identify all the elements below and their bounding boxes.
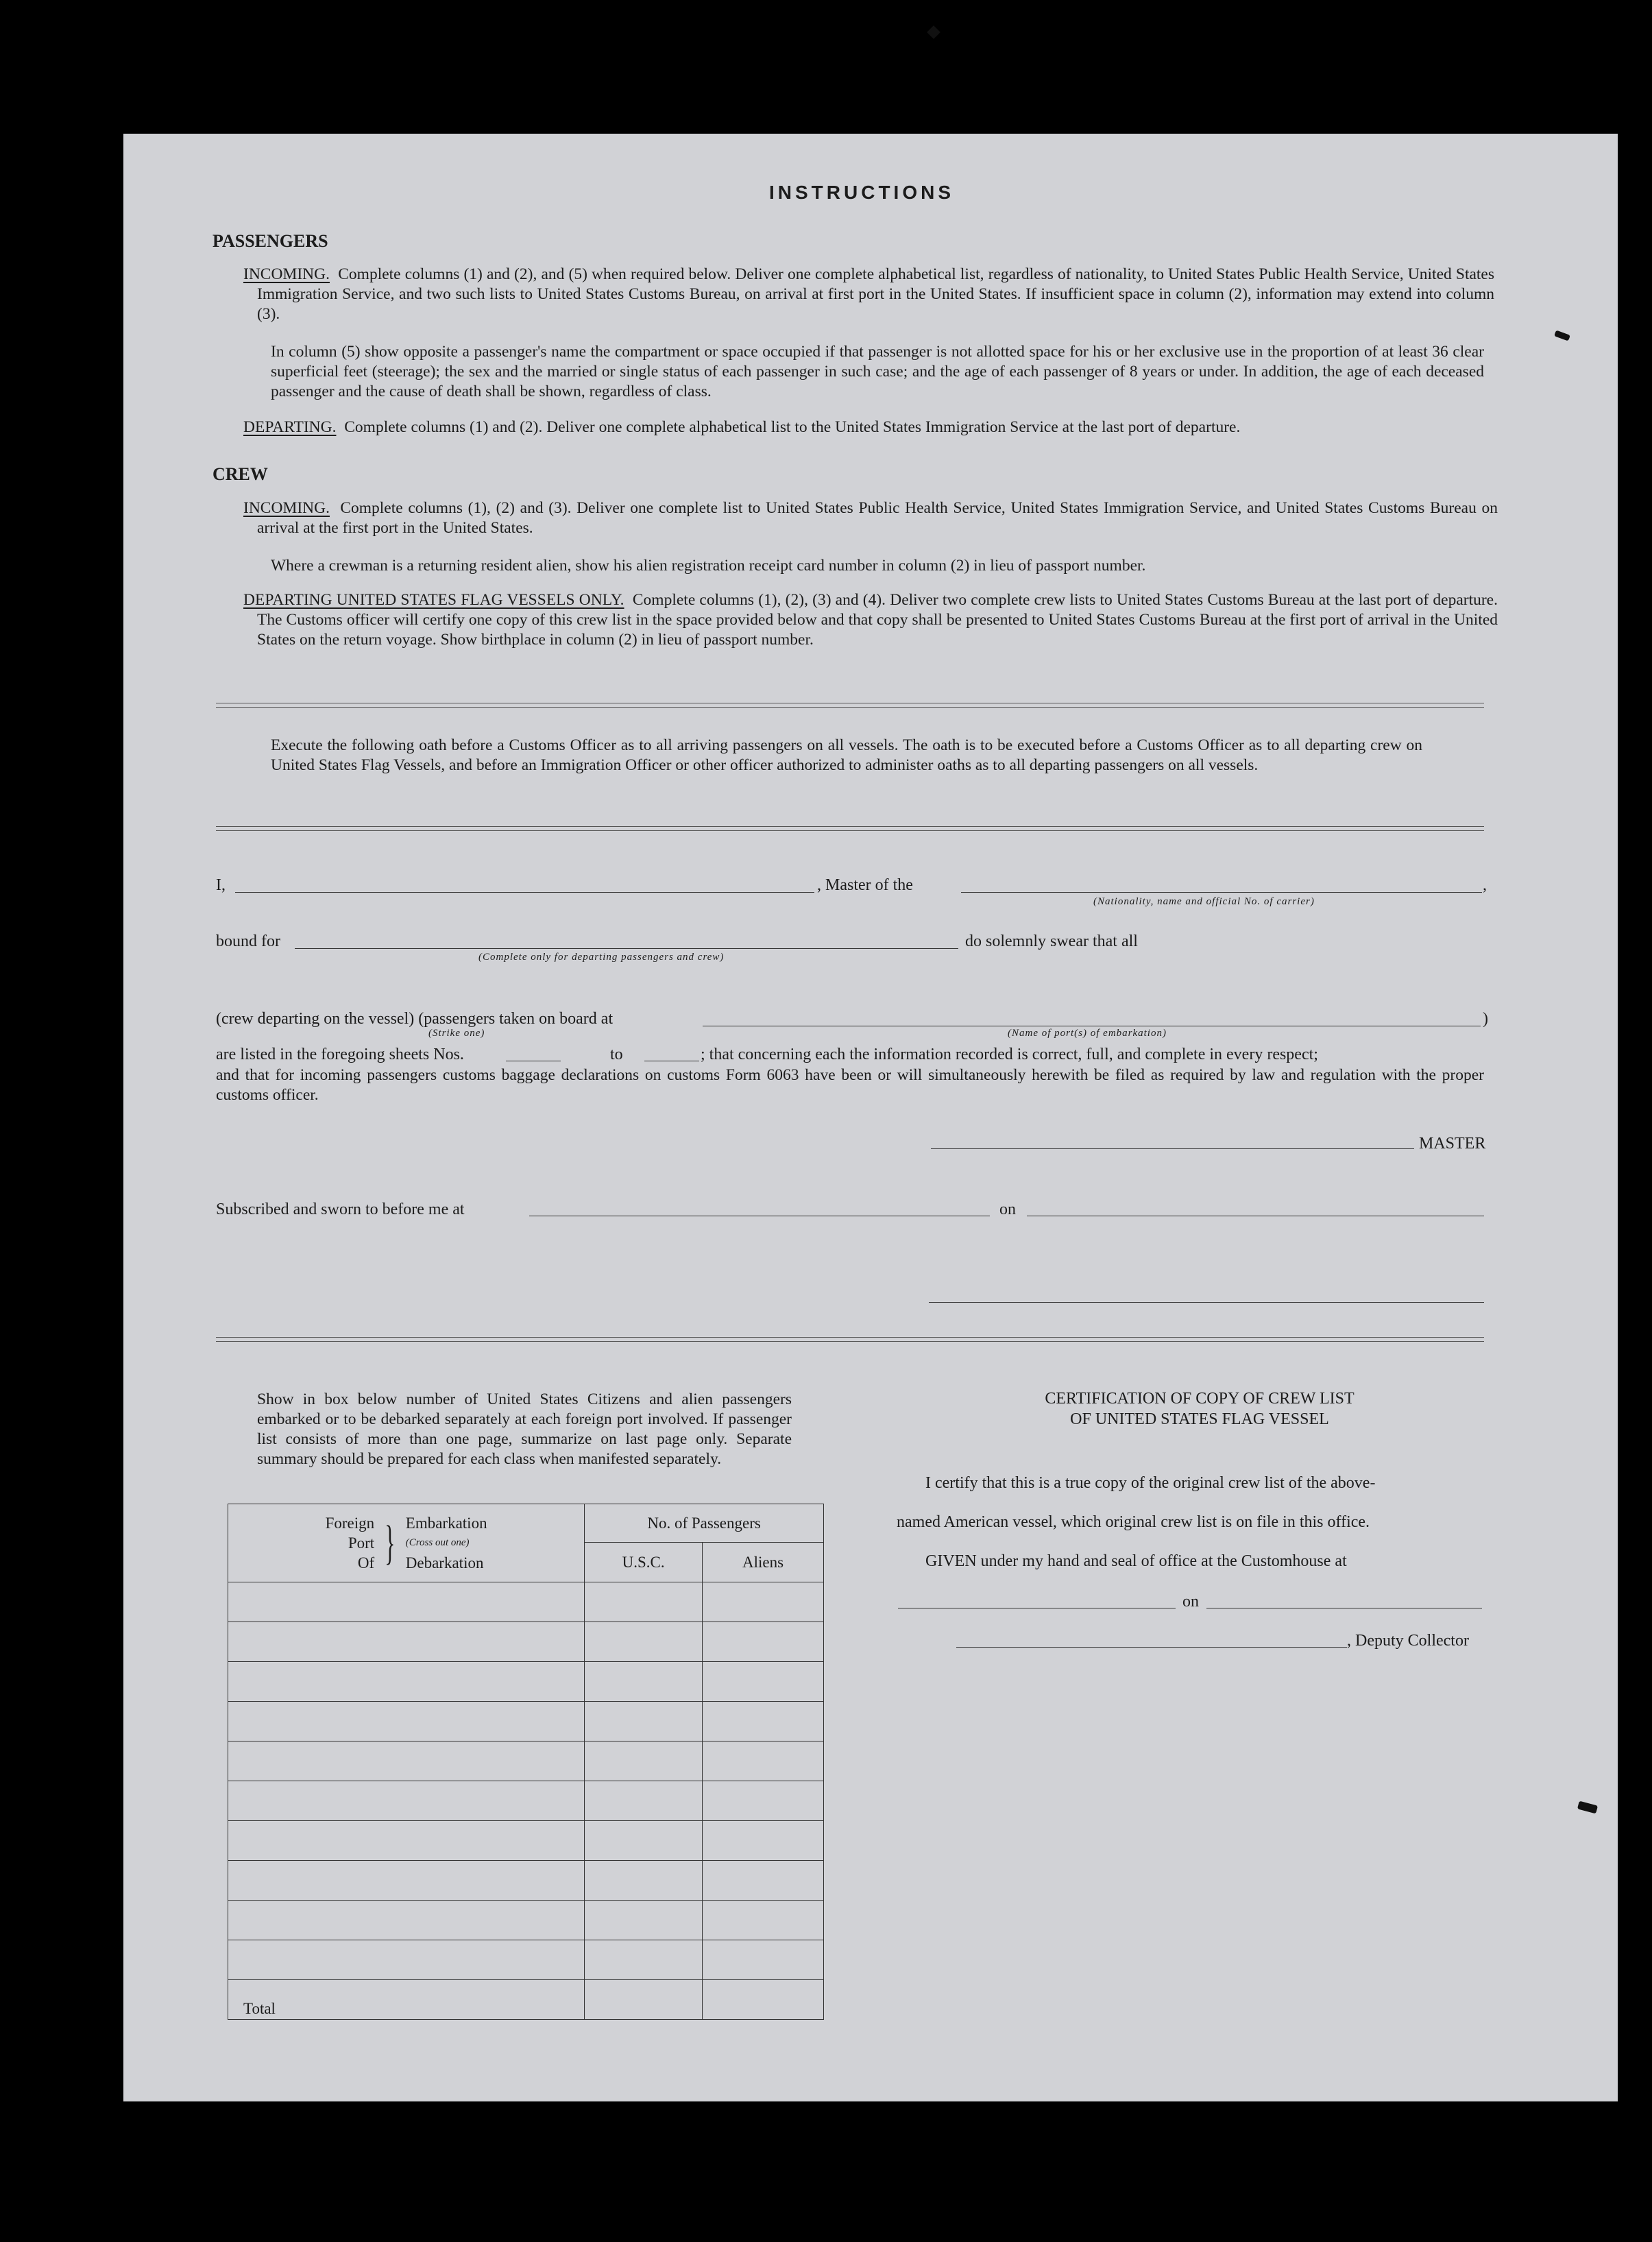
table-row — [228, 1741, 824, 1781]
passengers-incoming-text: Complete columns (1) and (2), and (5) when required below. Deliver one complete alphabetical list, regardless of nationality, to United States Public Health Service, United States Immigration Service, and two such lists to United States Customs Bureau, on arrival at first port in the United States. If insufficient space in column (2), information may extend into column (3). — [257, 265, 1495, 323]
sworn-on-label: on — [999, 1201, 1016, 1218]
oath-comma: , — [1483, 876, 1487, 894]
carrier-hint: (Nationality, name and official No. of carrier) — [1093, 896, 1315, 907]
oath-close-paren: ) — [1483, 1010, 1488, 1028]
passengers-heading: PASSENGERS — [212, 231, 328, 251]
port-cell[interactable] — [228, 1582, 585, 1622]
aliens-cell[interactable] — [703, 1622, 824, 1662]
aliens-cell[interactable] — [703, 1582, 824, 1622]
passenger-summary-table — [228, 1504, 824, 2020]
crew-departing-text: Complete columns (1), (2), (3) and (4). Deliver two complete crew lists to United States Customs Bureau at the last port of departure. The Customs officer will certify one copy of this crew list in the space provided below and that copy shall be presented to United States Customs Bureau at the first port of arrival in the United States on the return voyage. Show birthplace in column (2) in lieu of passport number. — [257, 591, 1498, 649]
passengers-departing-paragraph — [243, 418, 1484, 437]
strike-one-hint: (Strike one) — [428, 1028, 485, 1039]
crew-incoming-text: Complete columns (1), (2) and (3). Deliver one complete list to United States Public Health Service, United States Immigration Service, and United States Customs Bureau on arrival at the first port in the United States. — [257, 499, 1498, 537]
crew-resident-paragraph: Where a crewman is a returning resident alien, show his alien registration receipt card number in column (2) in lieu of passport number. — [271, 557, 1146, 575]
officer-signature-field[interactable] — [929, 1302, 1484, 1303]
port-cell[interactable] — [228, 1622, 585, 1662]
bound-for-hint: (Complete only for departing passengers and crew) — [478, 952, 725, 963]
certification-title-line1: CERTIFICATION OF COPY OF CREW LIST — [1045, 1390, 1355, 1408]
summary-instruction: Show in box below number of United States Citizens and alien passengers embarked or to be debarked separately at each foreign port involved. If passenger list consists of more than one page, summarize on last page only. Separate summary should be prepared for each class when manifested separately. — [257, 1390, 792, 1468]
table-row — [228, 1662, 824, 1702]
col-foreign: Foreign — [325, 1515, 375, 1532]
deputy-signature-field[interactable] — [956, 1647, 1347, 1648]
col-cross-out: (Cross out one) — [405, 1537, 470, 1548]
master-of-label: , Master of the — [817, 876, 913, 894]
no-of-passengers-header: No. of Passengers — [585, 1504, 824, 1543]
table-row — [228, 1821, 824, 1861]
aliens-header: Aliens — [703, 1543, 824, 1582]
crew-departing-label: (crew departing on the vessel) (passengers taken on board at — [216, 1010, 614, 1028]
usc-cell[interactable] — [585, 1741, 703, 1781]
table-row — [228, 1940, 824, 1980]
certification-text1: I certify that this is a true copy of the original crew list of the above- — [925, 1474, 1376, 1492]
table-row — [228, 1861, 824, 1901]
table-row — [228, 1622, 824, 1662]
usc-cell[interactable] — [585, 1940, 703, 1980]
usc-cell[interactable] — [585, 1901, 703, 1940]
certification-title-line2: OF UNITED STATES FLAG VESSEL — [1070, 1410, 1329, 1428]
port-cell[interactable] — [228, 1821, 585, 1861]
port-cell[interactable] — [228, 1702, 585, 1741]
section-divider — [216, 703, 1484, 708]
swear-text: do solemnly swear that all — [965, 932, 1138, 950]
listed-label: are listed in the foregoing sheets Nos. — [216, 1046, 464, 1063]
certification-text3: GIVEN under my hand and seal of office at the Customhouse at — [925, 1552, 1347, 1570]
col-of: Of — [357, 1554, 375, 1571]
carrier-field[interactable] — [961, 892, 1482, 893]
usc-cell[interactable] — [585, 1622, 703, 1662]
certification-on-label: on — [1182, 1593, 1199, 1611]
port-cell[interactable] — [228, 1662, 585, 1702]
aliens-cell[interactable] — [703, 1861, 824, 1901]
oath-instruction: Execute the following oath before a Customs Officer as to all arriving passengers on all vessels. The oath is to be executed before a Customs Officer as to all departing crew on United States Flag Vessels, and before an Immigration Officer or other officer authorized to administer oaths as to all departing passengers on all vessels. — [271, 736, 1422, 774]
passengers-incoming-label: INCOMING. — [243, 265, 330, 283]
aliens-cell[interactable] — [703, 1821, 824, 1861]
bound-for-label: bound for — [216, 932, 280, 950]
master-label: MASTER — [1419, 1135, 1486, 1153]
brace-icon: } — [385, 1516, 396, 1569]
port-header-cell — [228, 1504, 585, 1582]
usc-cell[interactable] — [585, 1582, 703, 1622]
aliens-cell[interactable] — [703, 1940, 824, 1980]
subscribed-label: Subscribed and sworn to before me at — [216, 1201, 465, 1218]
passengers-incoming-paragraph — [243, 265, 1494, 324]
col-debarkation: Debarkation — [405, 1554, 484, 1571]
table-row — [228, 1702, 824, 1741]
usc-cell[interactable] — [585, 1702, 703, 1741]
oath-i-label: I, — [216, 876, 226, 894]
usc-cell[interactable] — [585, 1662, 703, 1702]
aliens-cell[interactable] — [703, 1662, 824, 1702]
crew-departing-label: DEPARTING UNITED STATES FLAG VESSELS ONLY. — [243, 591, 624, 609]
crew-departing-paragraph — [243, 590, 1498, 650]
aliens-cell[interactable] — [703, 1702, 824, 1741]
master-signature-field[interactable] — [931, 1148, 1414, 1149]
page-title: INSTRUCTIONS — [769, 182, 954, 203]
crew-heading: CREW — [212, 464, 268, 484]
master-name-field[interactable] — [235, 892, 814, 893]
total-aliens-cell[interactable] — [703, 1980, 824, 2020]
section-divider — [216, 1337, 1484, 1342]
passengers-departing-text: Complete columns (1) and (2). Deliver one complete alphabetical list to the United States Immigration Service at the last port of departure. — [344, 418, 1241, 436]
usc-cell[interactable] — [585, 1861, 703, 1901]
passengers-column5-paragraph: In column (5) show opposite a passenger's name the compartment or space occupied if that passenger is not allotted space for his or her exclusive use in the proportion of at least 36 clear superficial feet (steerage); the sex and the married or single status of each passenger in such case; and the age of each passenger of 8 years or under. In addition, the age of each deceased passenger and the cause of death shall be shown, regardless of class. — [271, 343, 1484, 400]
ports-hint: (Name of port(s) of embarkation) — [1008, 1028, 1167, 1039]
section-divider — [216, 826, 1484, 831]
aliens-cell[interactable] — [703, 1901, 824, 1940]
usc-header: U.S.C. — [585, 1543, 703, 1582]
port-cell[interactable] — [228, 1861, 585, 1901]
port-cell[interactable] — [228, 1781, 585, 1821]
crew-incoming-paragraph — [243, 498, 1498, 538]
crew-incoming-label: INCOMING. — [243, 499, 330, 517]
to-label: to — [610, 1046, 623, 1063]
passengers-departing-label: DEPARTING. — [243, 418, 337, 436]
aliens-cell[interactable] — [703, 1781, 824, 1821]
total-row — [228, 1980, 824, 2020]
col-embarkation: Embarkation — [405, 1515, 487, 1532]
listed-rest: ; that concerning each the information recorded is correct, full, and complete in every respect; — [701, 1046, 1318, 1063]
declaration-text: and that for incoming passengers customs baggage declarations on customs Form 6063 have been or will simultaneously herewith be filed as required by law and regulation with the proper customs officer. — [216, 1066, 1484, 1104]
port-cell[interactable] — [228, 1940, 585, 1980]
usc-cell[interactable] — [585, 1781, 703, 1821]
aliens-cell[interactable] — [703, 1741, 824, 1781]
table-row — [228, 1582, 824, 1622]
usc-cell[interactable] — [585, 1821, 703, 1861]
total-usc-cell[interactable] — [585, 1980, 703, 2020]
deputy-collector-label: , Deputy Collector — [1347, 1632, 1469, 1650]
bound-for-field[interactable] — [295, 948, 958, 949]
scan-mark — [927, 25, 940, 39]
col-port: Port — [348, 1534, 375, 1552]
form-page — [123, 134, 1618, 2101]
port-cell[interactable] — [228, 1741, 585, 1781]
port-cell[interactable] — [228, 1901, 585, 1940]
table-row — [228, 1781, 824, 1821]
total-label: Total — [228, 1980, 585, 2020]
certification-text2: named American vessel, which original crew list is on file in this office. — [897, 1513, 1370, 1531]
table-row — [228, 1901, 824, 1940]
